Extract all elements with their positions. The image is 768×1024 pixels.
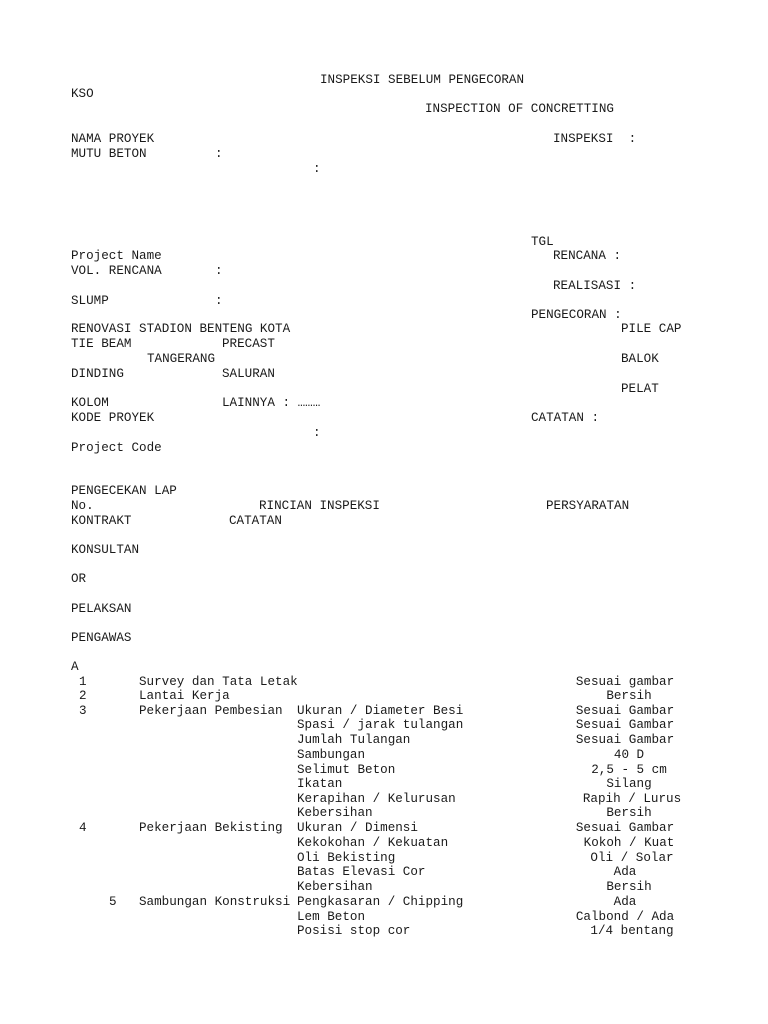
row-item: Survey dan Tata Letak bbox=[139, 675, 298, 689]
document-subtitle: INSPECTION OF CONCRETTING bbox=[425, 102, 614, 116]
slump-colon: : bbox=[215, 294, 223, 308]
row-detail: Ukuran / Dimensi bbox=[297, 821, 418, 835]
row-requirement: Ada bbox=[613, 895, 637, 909]
vol-rencana-colon: : bbox=[215, 264, 223, 278]
precast-option: PRECAST bbox=[222, 337, 275, 351]
realisasi-label: REALISASI : bbox=[553, 279, 637, 293]
vol-rencana-label: VOL. RENCANA bbox=[71, 264, 162, 278]
or-label: OR bbox=[71, 572, 87, 586]
tie-beam-option: TIE BEAM bbox=[71, 337, 132, 351]
project-name-value-line1: RENOVASI STADION BENTENG KOTA bbox=[71, 322, 291, 336]
document-title: INSPEKSI SEBELUM PENGECORAN bbox=[320, 73, 525, 87]
row-detail: Selimut Beton bbox=[297, 763, 396, 777]
kso-label: KSO bbox=[71, 87, 94, 101]
lainnya-option: LAINNYA : ……… bbox=[222, 396, 321, 410]
persyaratan-column-header: PERSYARATAN bbox=[546, 499, 630, 513]
row-requirement: Rapih / Lurus bbox=[582, 792, 682, 806]
row-requirement: Bersih bbox=[606, 689, 652, 703]
row-detail: Lem Beton bbox=[297, 910, 366, 924]
row-requirement: Sesuai gambar bbox=[575, 675, 675, 689]
row-detail: Pengkasaran / Chipping bbox=[297, 895, 464, 909]
row-item: Sambungan Konstruksi bbox=[139, 895, 291, 909]
pile-cap-option: PILE CAP bbox=[621, 322, 682, 336]
row-requirement: Bersih bbox=[606, 806, 652, 820]
row-requirement: Sesuai Gambar bbox=[575, 704, 675, 718]
rincian-column-header: RINCIAN INSPEKSI bbox=[259, 499, 380, 513]
catatan-top-label: CATATAN : bbox=[531, 411, 600, 425]
row-detail: Spasi / jarak tulangan bbox=[297, 718, 464, 732]
pengecoran-label: PENGECORAN : bbox=[531, 308, 622, 322]
row-requirement: Sesuai Gambar bbox=[575, 821, 675, 835]
row-requirement: Sesuai Gambar bbox=[575, 718, 675, 732]
row-item: Pekerjaan Bekisting bbox=[139, 821, 283, 835]
no-column-header: No. bbox=[71, 499, 94, 513]
row-requirement: Kokoh / Kuat bbox=[583, 836, 675, 850]
row-item: Lantai Kerja bbox=[139, 689, 230, 703]
row-detail: Kerapihan / Kelurusan bbox=[297, 792, 456, 806]
catatan-column-header: CATATAN bbox=[229, 514, 282, 528]
row-number: 4 bbox=[79, 821, 87, 835]
pengecekan-lap-label: PENGECEKAN LAP bbox=[71, 484, 177, 498]
balok-option: BALOK bbox=[621, 352, 659, 366]
project-name-label: Project Name bbox=[71, 249, 162, 263]
konsultan-label: KONSULTAN bbox=[71, 543, 140, 557]
kode-proyek-label: KODE PROYEK bbox=[71, 411, 155, 425]
tgl-label: TGL bbox=[531, 235, 554, 249]
row-detail: Kebersihan bbox=[297, 880, 373, 894]
row-detail: Sambungan bbox=[297, 748, 366, 762]
row-item: Pekerjaan Pembesian bbox=[139, 704, 283, 718]
saluran-option: SALURAN bbox=[222, 367, 275, 381]
pelaksan-label: PELAKSAN bbox=[71, 602, 132, 616]
row-requirement: Calbond / Ada bbox=[575, 910, 675, 924]
row-requirement: Sesuai Gambar bbox=[575, 733, 675, 747]
project-name-colon: : bbox=[313, 162, 321, 176]
row-requirement: Ada bbox=[613, 865, 637, 879]
row-number: 5 bbox=[109, 895, 117, 909]
mutu-beton-label: MUTU BETON bbox=[71, 147, 147, 161]
pengawas-label: PENGAWAS bbox=[71, 631, 132, 645]
nama-proyek-label: NAMA PROYEK bbox=[71, 132, 155, 146]
row-detail: Jumlah Tulangan bbox=[297, 733, 411, 747]
row-requirement: Silang bbox=[606, 777, 652, 791]
project-code-colon: : bbox=[313, 426, 321, 440]
row-detail: Kekokohan / Kekuatan bbox=[297, 836, 449, 850]
row-number: 2 bbox=[79, 689, 87, 703]
row-requirement: 40 D bbox=[613, 748, 645, 762]
pelat-option: PELAT bbox=[621, 382, 659, 396]
inspeksi-label: INSPEKSI : bbox=[553, 132, 637, 146]
row-requirement: Oli / Solar bbox=[590, 851, 674, 865]
section-a-label: A bbox=[71, 660, 79, 674]
kontrakt-label: KONTRAKT bbox=[71, 514, 132, 528]
rencana-label: RENCANA : bbox=[553, 249, 622, 263]
row-requirement: 2,5 - 5 cm bbox=[591, 763, 667, 777]
row-detail: Batas Elevasi Cor bbox=[297, 865, 426, 879]
row-detail: Oli Bekisting bbox=[297, 851, 396, 865]
dinding-option: DINDING bbox=[71, 367, 124, 381]
row-detail: Posisi stop cor bbox=[297, 924, 411, 938]
row-detail: Ukuran / Diameter Besi bbox=[297, 704, 464, 718]
kolom-option: KOLOM bbox=[71, 396, 109, 410]
row-number: 1 bbox=[79, 675, 87, 689]
row-detail: Kebersihan bbox=[297, 806, 373, 820]
slump-label: SLUMP bbox=[71, 294, 109, 308]
project-name-value-line2: TANGERANG bbox=[147, 352, 216, 366]
row-number: 3 bbox=[79, 704, 87, 718]
row-requirement: Bersih bbox=[606, 880, 652, 894]
mutu-beton-colon: : bbox=[215, 147, 223, 161]
row-detail: Ikatan bbox=[297, 777, 343, 791]
row-requirement: 1/4 bentang bbox=[590, 924, 674, 938]
project-code-label: Project Code bbox=[71, 441, 162, 455]
